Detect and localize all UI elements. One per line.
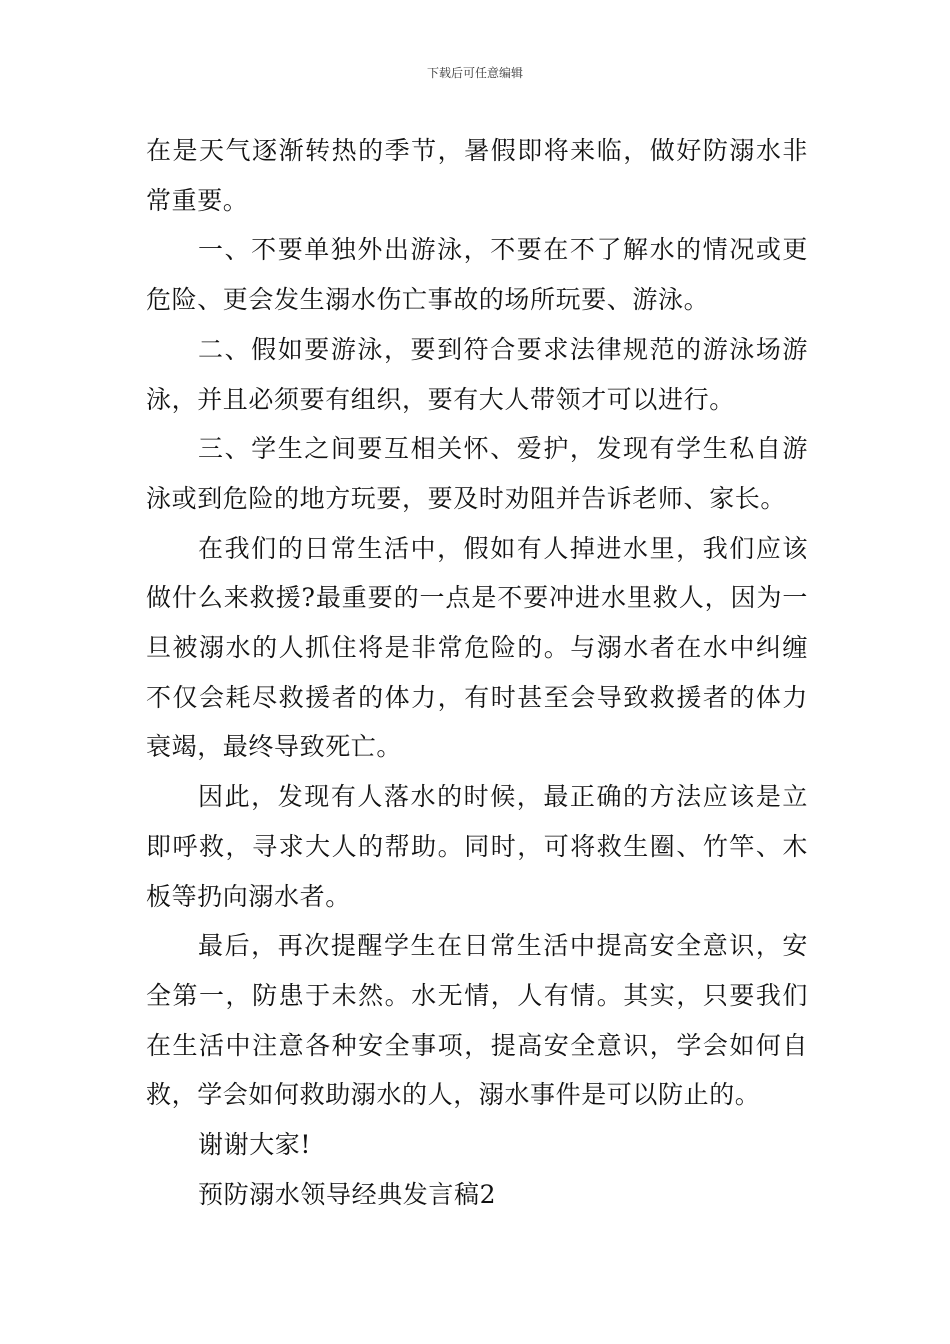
page-header-note: 下载后可任意编辑 xyxy=(426,66,523,80)
paragraph-rule-3: 三、学生之间要互相关怀、爱护，发现有学生私自游泳或到危险的地方玩要，要及时劝阻并告诉老师、家长。 xyxy=(146,434,808,513)
paragraph-rescue: 在我们的日常生活中，假如有人掉进水里，我们应该做什么来救援?最重要的一点是不要冲进水里救人，因为一旦被溺水的人抓住将是非常危险的。与溺水者在水中纠缠不仅会耗尽救援者的体力，有时甚至会导致救援者的体力衰竭，最终导致死亡。 xyxy=(146,533,808,762)
paragraph-rule-1: 一、不要单独外出游泳，不要在不了解水的情况或更危险、更会发生溺水伤亡事故的场所玩要、游泳。 xyxy=(146,235,808,315)
paragraph-conclusion: 最后，再次提醒学生在日常生活中提高安全意识，安全第一，防患于未然。水无情，人有情。其实，只要我们在生活中注意各种安全事项，提高安全意识，学会如何自救，学会如何救助溺水的人，溺水事件是可以防止的。 xyxy=(146,931,808,1110)
paragraph-rule-2: 二、假如要游泳，要到符合要求法律规范的游泳场游泳，并且必须要有组织，要有大人带领才可以进行。 xyxy=(146,334,808,414)
paragraph-thanks: 谢谢大家! xyxy=(198,1130,312,1160)
next-section-title: 预防溺水领导经典发言稿2 xyxy=(198,1179,497,1209)
paragraph-intro: 在是天气逐渐转热的季节，暑假即将来临，做好防溺水非常重要。 xyxy=(146,136,808,215)
document-body xyxy=(146,126,808,1219)
paragraph-method: 因此，发现有人落水的时候，最正确的方法应该是立即呼救，寻求大人的帮助。同时，可将救生圈、竹竿、木板等扔向溺水者。 xyxy=(146,782,808,911)
